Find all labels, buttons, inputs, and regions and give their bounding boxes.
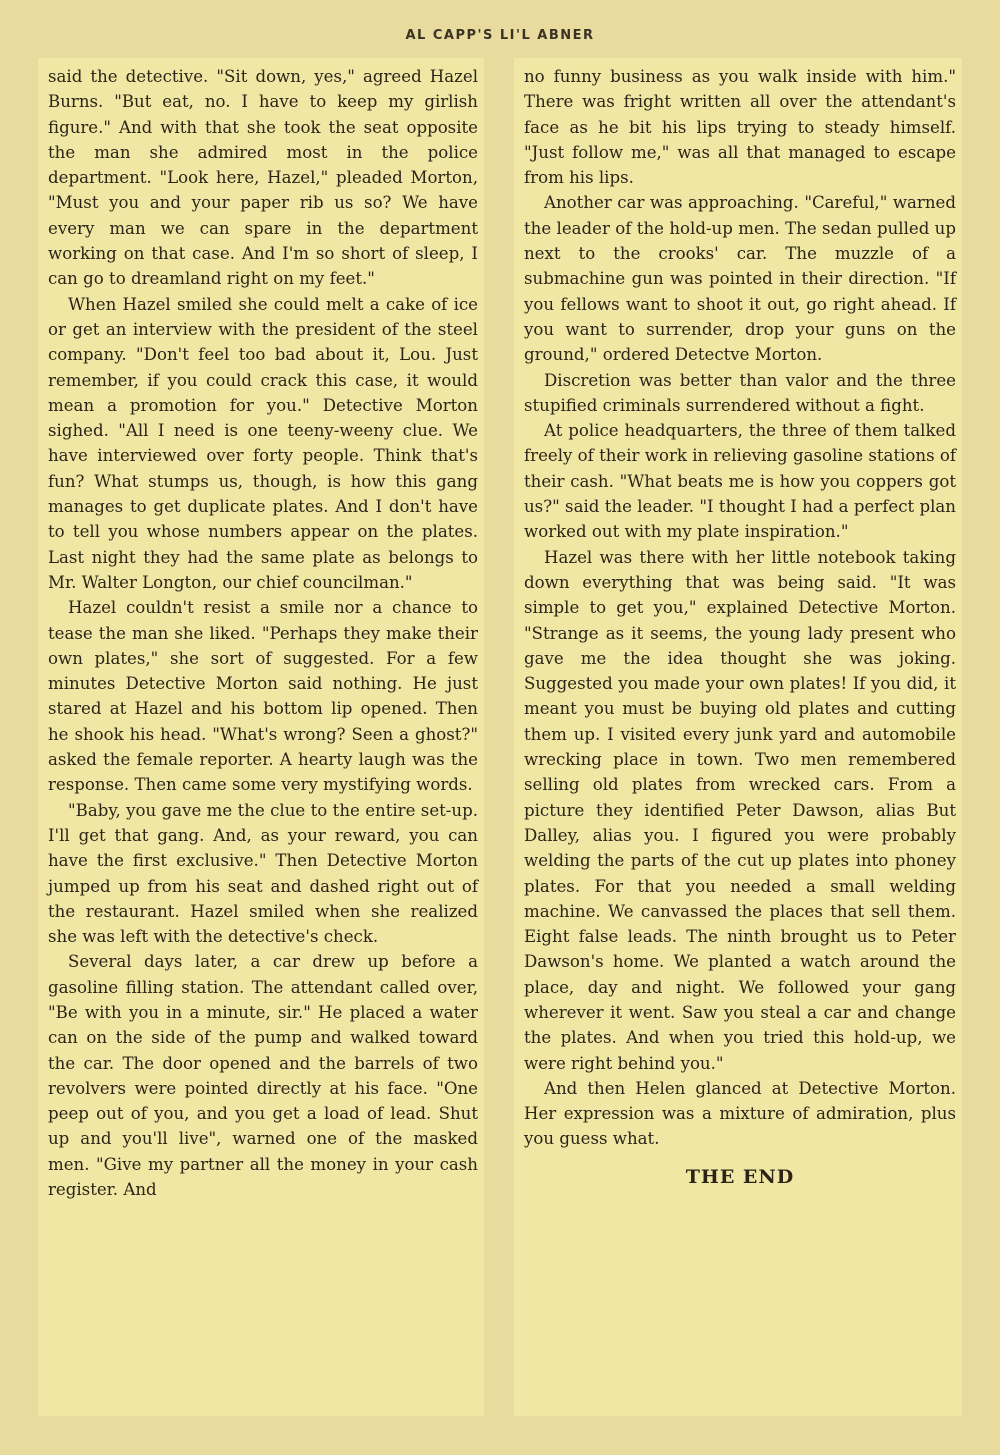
story-paragraph: no funny business as you walk inside with him." There was fright written all over the attendant's face as he bit his lips trying to steady himself. "Just follow me," was all that managed to escape from his lips.: [524, 67, 956, 188]
story-paragraph: Several days later, a car drew up before a gasoline filling station. The attendant called over, "Be with you in a minute, sir." He placed a water can on the side of the pump and walked toward the car. The door opened and the barrels of two revolvers were pointed directly at his face. "One peep out of you, and you get a load of lead. Shut up and you'll live", warned one of the masked men. "Give my partner all the money in your cash register. And: [48, 952, 478, 1200]
story-paragraph: "Baby, you gave me the clue to the entire set-up. I'll get that gang. And, as your reward, you can have the first exclusive." Then Detective Morton jumped up from his seat and dashed right out of the restaurant. Hazel smiled when she realized she was left with the detective's check.: [48, 800, 478, 947]
story-paragraph: said the detective. "Sit down, yes," agreed Hazel Burns. "But eat, no. I have to keep my girlish figure." And with that she took the seat opposite the man she admired most in the police department. "Look here, Hazel," pleaded Morton, "Must you and your paper rib us so? We have every man we can spare in the department working on that case. And I'm so short of sleep, I can go to dreamland right on my feet.": [48, 67, 478, 289]
story-paragraph: And then Helen glanced at Detective Morton. Her expression was a mixture of admiration, plus you guess what.: [524, 1078, 956, 1149]
right-text-column: [514, 58, 962, 1416]
story-paragraph: Discretion was better than valor and the three stupified criminals surrendered without a fight.: [524, 370, 956, 415]
story-paragraph: Another car was approaching. "Careful," warned the leader of the hold-up men. The sedan pulled up next to the crooks' car. The muzzle of a submachine gun was pointed in their direction. "If you fellows want to shoot it out, go right ahead. If you want to surrender, drop your guns on the ground," ordered Detectve Morton.: [524, 193, 956, 365]
page-header-title: AL CAPP'S LI'L ABNER: [405, 28, 595, 43]
story-paragraph: Hazel was there with her little notebook taking down everything that was being said. "It was simple to get you," explained Detective Morton. "Strange as it seems, the young lady present who gave me the idea thought she was joking. Suggested you made your own plates! If you did, it meant you must be buying old plates and cutting them up. I visited every junk yard and automobile wrecking place in town. Two men remembered selling old plates from wrecked cars. From a picture they identified Peter Dawson, alias But Dalley, alias you. I figured you were probably welding the parts of the cut up plates into phoney plates. For that you needed a small welding machine. We canvassed the places that sell them. Eight false leads. The ninth brought us to Peter Dawson's home. We planted a watch around the place, day and night. We followed your gang wherever it went. Saw you steal a car and change the plates. And when you tried this hold-up, we were right behind you.": [524, 547, 956, 1073]
story-paragraph: At police headquarters, the three of them talked freely of their work in relieving gasoline stations of their cash. "What beats me is how you coppers got us?" said the leader. "I thought I had a perfect plan worked out with my plate inspiration.": [524, 421, 957, 542]
left-text-column: [38, 58, 484, 1416]
story-paragraph: When Hazel smiled she could melt a cake of ice or get an interview with the president of the steel company. "Don't feel too bad about it, Lou. Just remember, if you could crack this case, it would mean a promotion for you." Detective Morton sighed. "All I need is one teeny-weeny clue. We have interviewed over forty people. Think that's fun? What stumps us, though, is how this gang manages to get duplicate plates. And I don't have to tell you whose numbers appear on the plates. Last night they had the same plate as belongs to Mr. Walter Longton, our chief councilman.": [48, 294, 478, 592]
story-paragraph: Hazel couldn't resist a smile nor a chance to tease the man she liked. "Perhaps they make their own plates," she sort of suggested. For a few minutes Detective Morton said nothing. He just stared at Hazel and his bottom lip opened. Then he shook his head. "What's wrong? Seen a ghost?" asked the female reporter. A hearty laugh was the response. Then came some very mystifying words.: [48, 598, 478, 795]
the-end-label: THE END: [685, 1165, 795, 1188]
